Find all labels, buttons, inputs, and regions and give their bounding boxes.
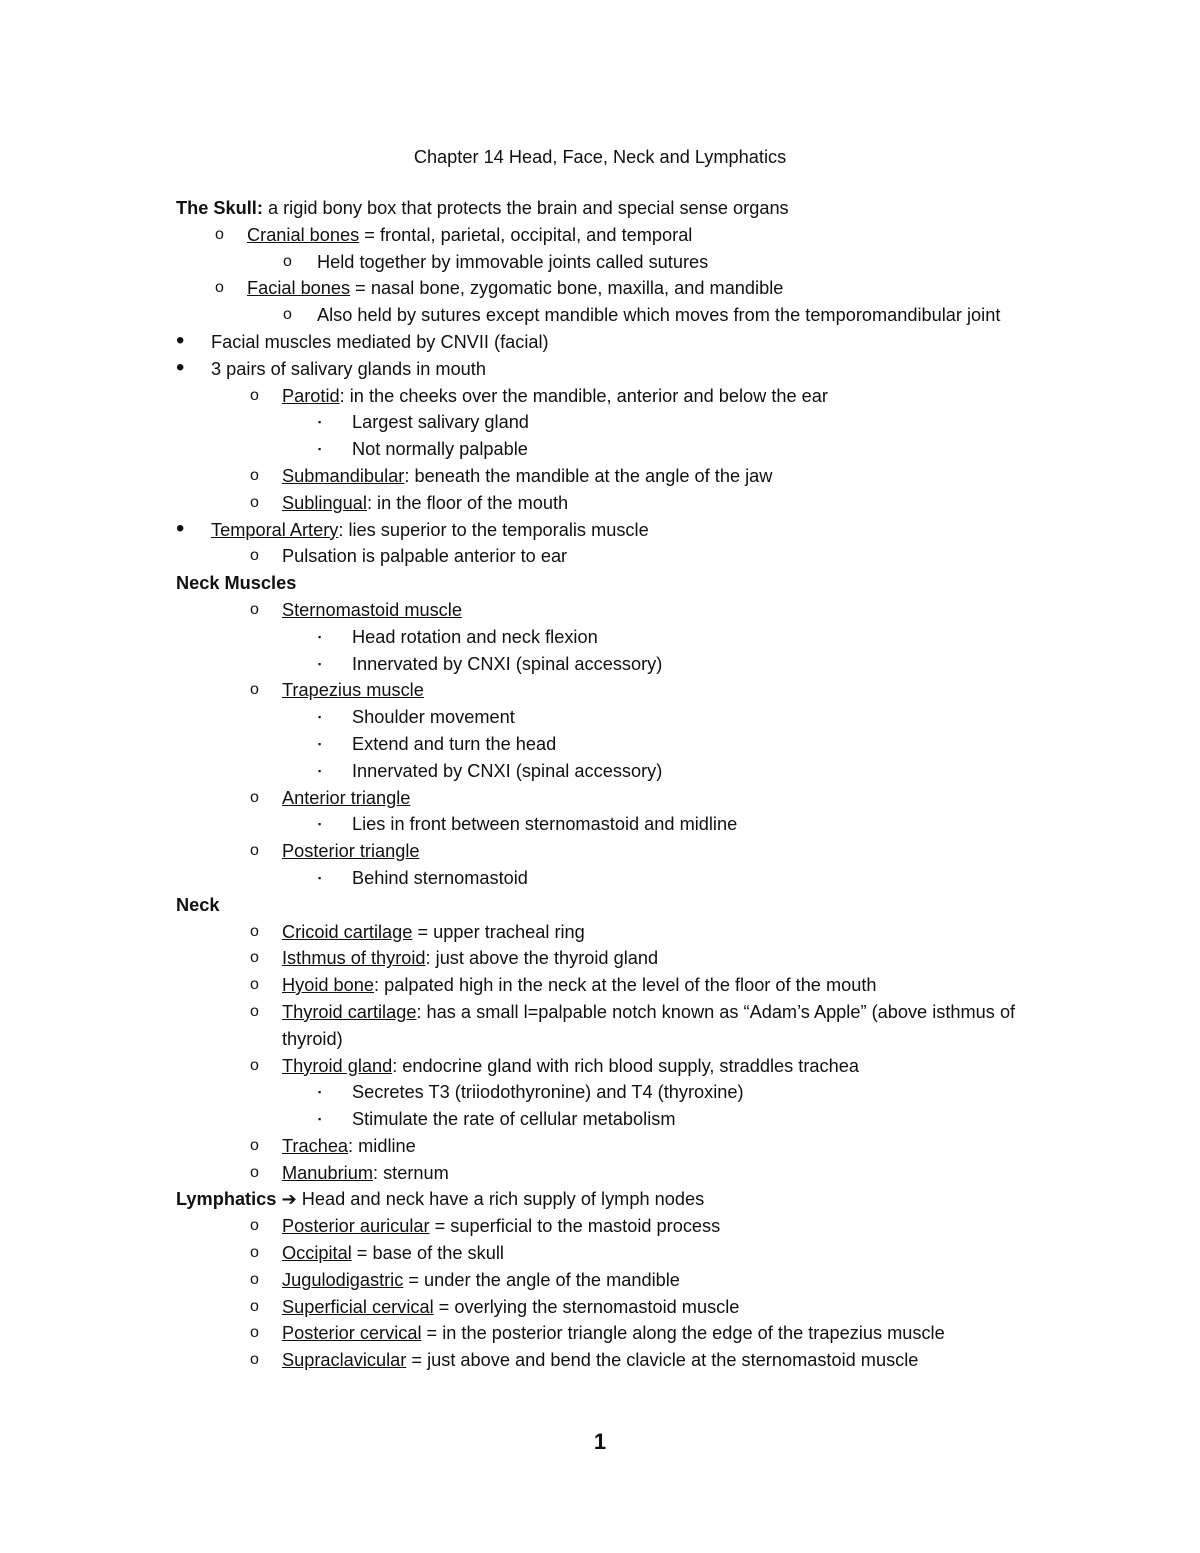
circle-bullet-icon: o <box>250 1056 259 1074</box>
term-trachea: Trachea <box>282 1135 349 1156</box>
list-item <box>176 597 1066 624</box>
square-bullet-icon: ▪ <box>318 658 322 669</box>
list-item-text: Pulsation is palpable anterior to ear <box>282 546 568 567</box>
definition-text: = base of the skull <box>351 1243 504 1264</box>
list-item <box>176 1240 1066 1267</box>
square-bullet-icon: ▪ <box>318 417 322 428</box>
term-parotid: Parotid <box>282 385 340 406</box>
list-item <box>176 1079 1066 1106</box>
circle-bullet-icon: o <box>250 1002 259 1020</box>
term-jugulodigastric: Jugulodigastric <box>282 1269 404 1290</box>
list-item <box>176 677 1066 704</box>
list-item <box>176 383 1066 410</box>
square-bullet-icon: ▪ <box>318 1114 322 1125</box>
list-item <box>176 865 1066 892</box>
bullet-icon: • <box>176 353 185 381</box>
definition-text: = just above and bend the clavicle at the sternomastoid muscle <box>406 1350 919 1371</box>
list-item-text: Facial muscles mediated by CNVII (facial) <box>211 331 549 352</box>
circle-bullet-icon: o <box>250 788 259 806</box>
circle-bullet-icon: o <box>250 386 259 404</box>
list-item <box>176 302 1077 329</box>
term-occipital: Occipital <box>282 1243 352 1264</box>
list-item <box>176 275 1066 302</box>
circle-bullet-icon: o <box>250 466 259 484</box>
list-item <box>176 1267 1066 1294</box>
definition-text: = under the angle of the mandible <box>403 1269 680 1290</box>
term-posterior-triangle: Posterior triangle <box>282 841 420 862</box>
circle-bullet-icon: o <box>250 1324 259 1342</box>
term-temporal-artery: Temporal Artery <box>211 519 339 540</box>
circle-bullet-icon: o <box>250 1217 259 1235</box>
list-item <box>176 222 1066 249</box>
square-bullet-icon: ▪ <box>318 712 322 723</box>
definition-text: : sternum <box>372 1162 449 1183</box>
square-bullet-icon: ▪ <box>318 444 322 455</box>
section-heading-lymphatics: Lymphatics <box>176 1189 277 1210</box>
list-item <box>176 1213 1066 1240</box>
list-item <box>176 353 1066 383</box>
bullet-icon: • <box>176 326 185 354</box>
square-bullet-icon: ▪ <box>318 631 322 642</box>
square-bullet-icon: ▪ <box>318 738 322 749</box>
definition-text: : in the cheeks over the mandible, anterior and below the ear <box>339 385 828 406</box>
list-item <box>176 945 1066 972</box>
section-heading-neck: Neck <box>176 894 220 915</box>
list-item <box>176 758 1066 785</box>
square-bullet-icon: ▪ <box>318 1087 322 1098</box>
list-item <box>176 624 1066 651</box>
circle-bullet-icon: o <box>215 279 224 297</box>
definition-text: : midline <box>348 1135 416 1156</box>
list-item <box>176 1160 1066 1187</box>
term-submandibular: Submandibular <box>282 465 405 486</box>
list-item-text: Not normally palpable <box>352 439 528 460</box>
circle-bullet-icon: o <box>250 1136 259 1154</box>
term-sublingual: Sublingual <box>282 492 367 513</box>
skull-intro: a rigid bony box that protects the brain and special sense organs <box>262 198 789 218</box>
definition-text: : lies superior to the temporalis muscle <box>338 519 649 540</box>
circle-bullet-icon: o <box>250 1270 259 1288</box>
definition-text: : endocrine gland with rich blood supply, straddles trachea <box>392 1055 859 1076</box>
page-number: 1 <box>593 1429 607 1454</box>
circle-bullet-icon: o <box>250 922 259 940</box>
circle-bullet-icon: o <box>250 681 259 699</box>
circle-bullet-icon: o <box>250 1351 259 1369</box>
definition-text: = upper tracheal ring <box>412 921 585 942</box>
circle-bullet-icon: o <box>215 225 224 243</box>
list-item-text: Also held by sutures except mandible which moves from the temporomandibular joint <box>317 305 1001 326</box>
term-thyroid-gland: Thyroid gland <box>282 1055 393 1076</box>
square-bullet-icon: ▪ <box>318 872 322 883</box>
term-cricoid: Cricoid cartilage <box>282 921 413 942</box>
term-facial-bones: Facial bones <box>247 278 351 299</box>
definition-text: : in the floor of the mouth <box>366 492 569 513</box>
list-item <box>176 1320 1066 1347</box>
square-bullet-icon: ▪ <box>318 765 322 776</box>
circle-bullet-icon: o <box>250 547 259 565</box>
list-item <box>176 811 1066 838</box>
skull-intro-line <box>176 195 1066 222</box>
list-item <box>176 543 1066 570</box>
term-sternomastoid: Sternomastoid muscle <box>282 599 462 620</box>
list-item <box>176 1347 1066 1374</box>
list-item <box>176 1294 1066 1321</box>
list-item <box>176 1053 1066 1080</box>
list-item <box>176 999 1062 1053</box>
list-item-text: Held together by immovable joints called sutures <box>317 251 709 272</box>
section-heading-neck-muscles: Neck Muscles <box>176 573 297 594</box>
list-item-text: Innervated by CNXI (spinal accessory) <box>352 653 663 674</box>
definition-text: = overlying the sternomastoid muscle <box>433 1296 740 1317</box>
term-manubrium: Manubrium <box>282 1162 373 1183</box>
list-item <box>176 651 1066 678</box>
circle-bullet-icon: o <box>283 306 292 324</box>
list-item-text: Shoulder movement <box>352 707 515 728</box>
term-posterior-cervical: Posterior cervical <box>282 1323 422 1344</box>
lymphatics-intro-line <box>176 1186 1066 1213</box>
definition-text: : just above the thyroid gland <box>425 948 659 969</box>
definition-text: = frontal, parietal, occipital, and temporal <box>359 224 693 245</box>
skull-heading: The Skull: <box>176 198 263 218</box>
term-thyroid-cartilage: Thyroid cartilage <box>282 1001 417 1022</box>
list-item-text: Behind sternomastoid <box>352 867 528 888</box>
list-item-text: Extend and turn the head <box>352 733 557 754</box>
document-body <box>176 195 1066 1374</box>
term-superficial-cervical: Superficial cervical <box>282 1296 434 1317</box>
list-item-text: Largest salivary gland <box>352 412 529 433</box>
term-cranial-bones: Cranial bones <box>247 224 360 245</box>
definition-text: : has a small l=palpable notch known as “Adam’s Apple” (above isthmus of thyroid) <box>282 1001 1016 1049</box>
list-item <box>176 704 1066 731</box>
list-item <box>176 972 1066 999</box>
list-item <box>176 1133 1066 1160</box>
circle-bullet-icon: o <box>250 1297 259 1315</box>
list-item-text: Lies in front between sternomastoid and midline <box>352 814 738 835</box>
list-item <box>176 1106 1066 1133</box>
circle-bullet-icon: o <box>250 600 259 618</box>
lymphatics-intro: Head and neck have a rich supply of lymph nodes <box>296 1189 705 1210</box>
list-item <box>176 463 1066 490</box>
list-item <box>176 919 1066 946</box>
bullet-icon: • <box>176 514 185 542</box>
term-isthmus: Isthmus of thyroid <box>282 948 426 969</box>
circle-bullet-icon: o <box>250 949 259 967</box>
definition-text: = in the posterior triangle along the edge of the trapezius muscle <box>421 1323 945 1344</box>
list-item <box>176 838 1066 865</box>
list-item <box>176 514 1066 544</box>
circle-bullet-icon: o <box>250 1244 259 1262</box>
list-item <box>176 249 1066 276</box>
arrow-right-icon: ➔ <box>281 1189 297 1210</box>
circle-bullet-icon: o <box>250 842 259 860</box>
list-item-text: 3 pairs of salivary glands in mouth <box>211 358 486 379</box>
definition-text: = superficial to the mastoid process <box>429 1216 721 1237</box>
list-item-text: Innervated by CNXI (spinal accessory) <box>352 760 663 781</box>
list-item <box>176 436 1066 463</box>
list-item <box>176 490 1066 517</box>
term-hyoid: Hyoid bone <box>282 975 375 996</box>
circle-bullet-icon: o <box>250 976 259 994</box>
list-item <box>176 326 1066 356</box>
term-posterior-auricular: Posterior auricular <box>282 1216 430 1237</box>
list-item <box>176 731 1066 758</box>
document-title: Chapter 14 Head, Face, Neck and Lymphatics <box>413 147 787 167</box>
list-item-text: Head rotation and neck flexion <box>352 626 598 647</box>
circle-bullet-icon: o <box>250 493 259 511</box>
definition-text: = nasal bone, zygomatic bone, maxilla, and mandible <box>350 278 784 299</box>
circle-bullet-icon: o <box>250 1163 259 1181</box>
circle-bullet-icon: o <box>283 252 292 270</box>
term-trapezius: Trapezius muscle <box>282 680 424 701</box>
list-item <box>176 785 1066 812</box>
list-item-text: Stimulate the rate of cellular metabolism <box>352 1109 676 1130</box>
term-anterior-triangle: Anterior triangle <box>282 787 411 808</box>
definition-text: : beneath the mandible at the angle of the jaw <box>404 465 773 486</box>
list-item <box>176 409 1066 436</box>
square-bullet-icon: ▪ <box>318 819 322 830</box>
term-supraclavicular: Supraclavicular <box>282 1350 407 1371</box>
definition-text: : palpated high in the neck at the level of the floor of the mouth <box>374 975 877 996</box>
list-item-text: Secretes T3 (triiodothyronine) and T4 (thyroxine) <box>352 1082 744 1103</box>
